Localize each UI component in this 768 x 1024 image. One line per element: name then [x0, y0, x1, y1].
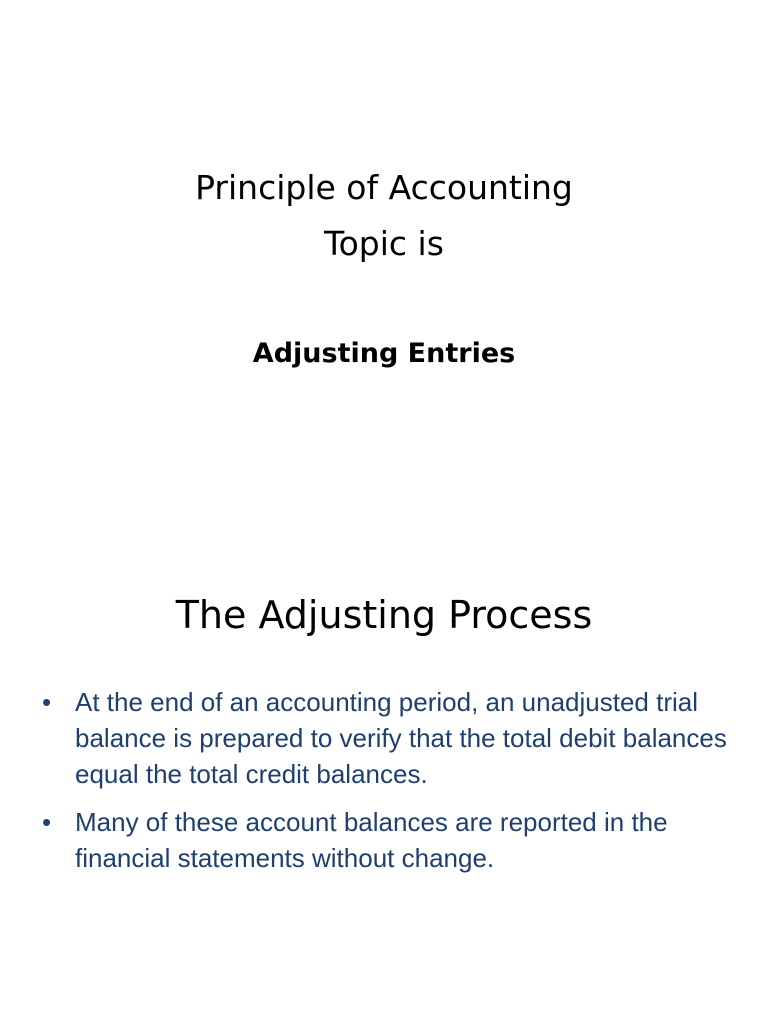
slide-title-line-1: Principle of Accounting — [195, 168, 573, 207]
bullet-item — [42, 804, 742, 876]
bullet-text: Many of these account balances are reported in the financial statements without change. — [75, 807, 668, 873]
bullet-icon: • — [42, 687, 52, 717]
bullet-icon: • — [42, 807, 52, 837]
content-slide — [0, 512, 768, 1024]
slide-subtitle: Adjusting Entries — [252, 338, 516, 369]
content-slide-heading: The Adjusting Process — [175, 593, 593, 637]
slide-title-line-2: Topic is — [324, 224, 444, 263]
bullet-text: At the end of an accounting period, an unadjusted trial balance is prepared to verify that the total debit balances equal the total credit balances. — [75, 687, 727, 789]
bullet-list — [42, 684, 742, 888]
bullet-item — [42, 684, 742, 792]
